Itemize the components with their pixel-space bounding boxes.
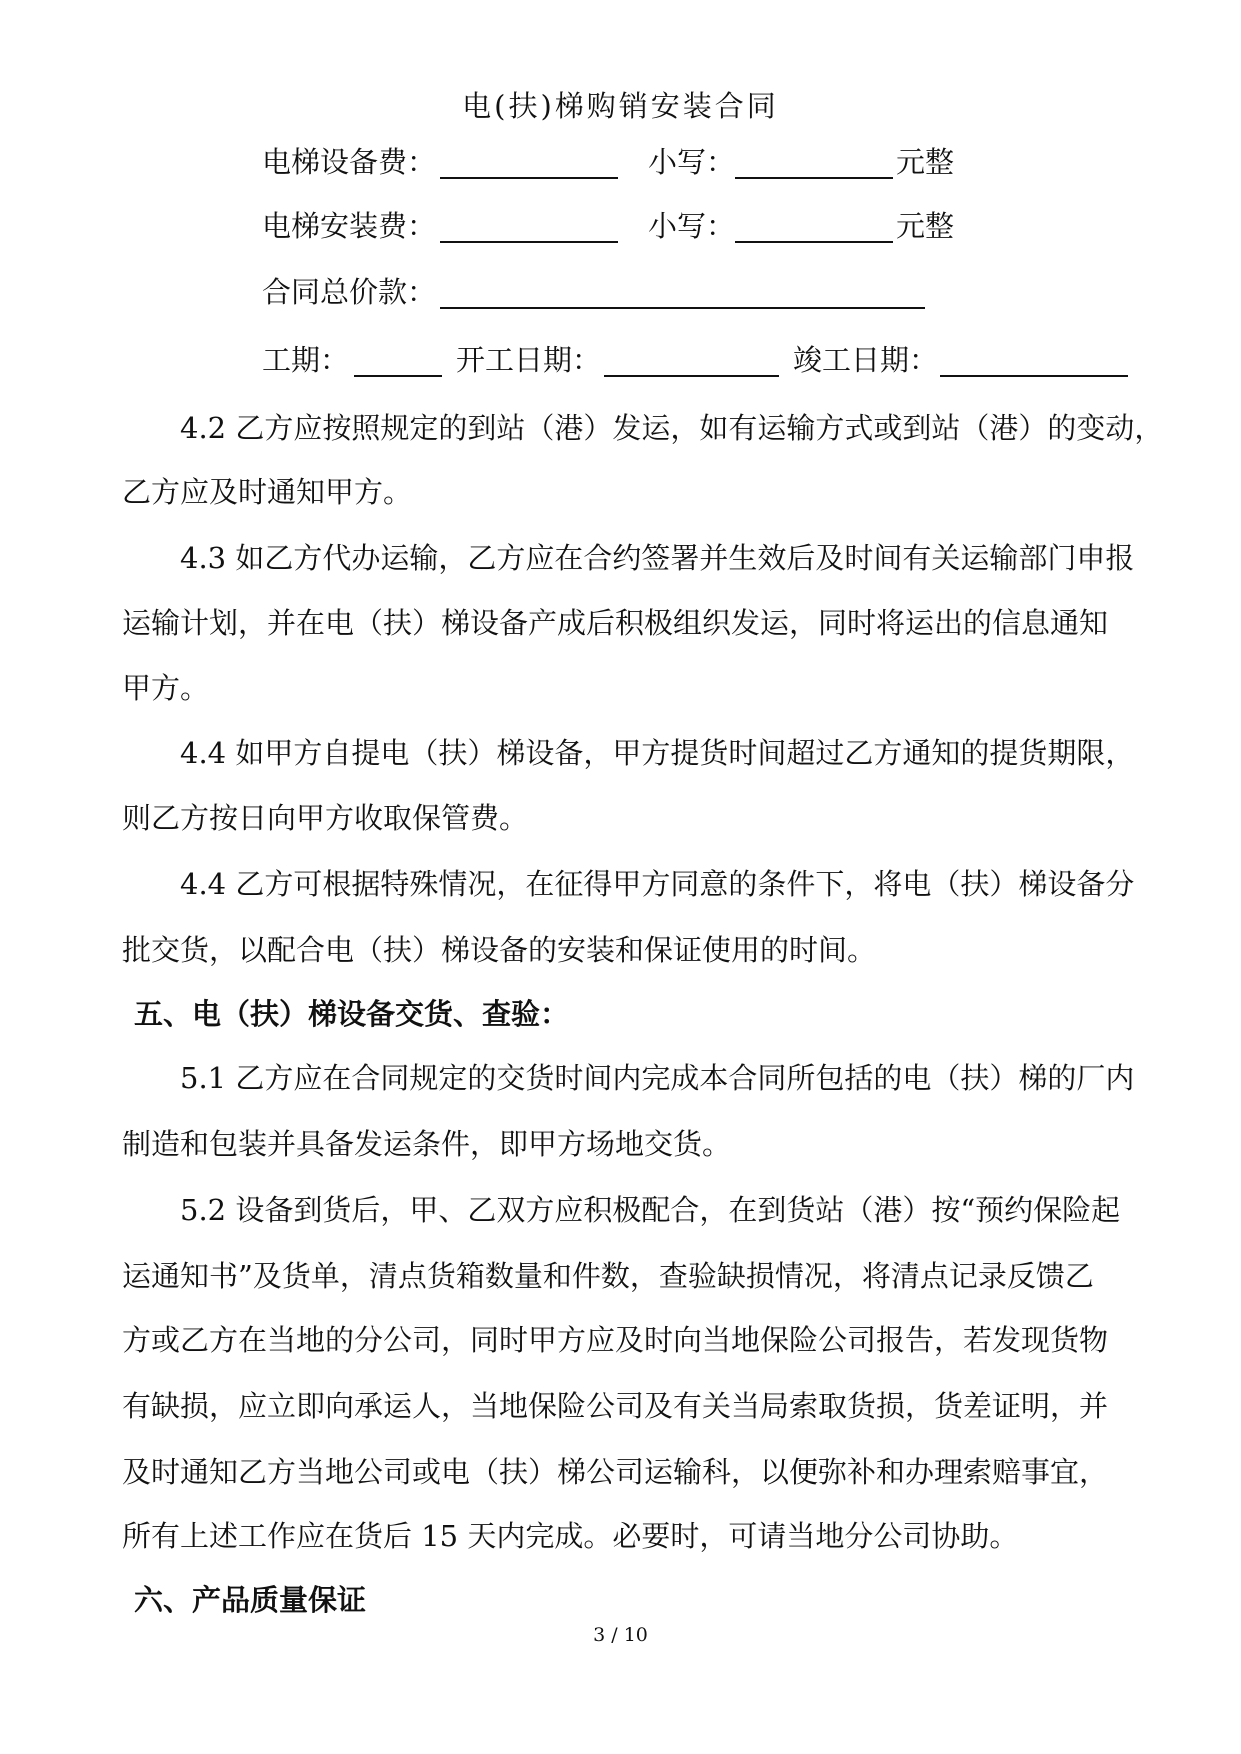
install-fee-lowercase-blank: [735, 241, 893, 243]
period-label: 工期：: [262, 343, 350, 377]
clause-5-2-line6: 所有上述工作应在货后 15 天内完成。必要时，可请当地分公司协助。: [122, 1519, 1019, 1553]
start-date-label: 开工日期：: [456, 343, 602, 377]
clause-4-4b-line2: 批交货，以配合电（扶）梯设备的安装和保证使用的时间。: [122, 933, 877, 967]
clause-5-2-line2: 运通知书”及货单，清点货箱数量和件数，查验缺损情况，将清点记录反馈乙: [122, 1259, 1094, 1293]
end-date-blank: [940, 375, 1128, 377]
start-date-blank: [604, 375, 779, 377]
total-price-blank: [440, 307, 925, 309]
clause-4-4b-line1: 4.4 乙方可根据特殊情况，在征得甲方同意的条件下，将电（扶）梯设备分: [180, 867, 1135, 901]
clause-4-4a-line2: 则乙方按日向甲方收取保管费。: [122, 801, 529, 835]
install-fee-lowercase-label: 小写：: [648, 209, 736, 243]
clause-4-3-line1: 4.3 如乙方代办运输，乙方应在合约签署并生效后及时间有关运输部门申报: [180, 541, 1135, 575]
clause-5-2-line1: 5.2 设备到货后，甲、乙双方应积极配合，在到货站（港）按“预约保险起: [180, 1193, 1121, 1227]
section-6-heading: 六、产品质量保证: [134, 1583, 367, 1617]
clause-5-2-line5: 及时通知乙方当地公司或电（扶）梯公司运输科，以便弥补和办理索赔事宜，: [122, 1455, 1109, 1489]
install-fee-blank: [440, 241, 618, 243]
clause-4-2-line1: 4.2 乙方应按照规定的到站（港）发运，如有运输方式或到站（港）的变动，: [180, 411, 1164, 445]
clause-4-3-line3: 甲方。: [122, 671, 210, 705]
clause-4-4a-line1: 4.4 如甲方自提电（扶）梯设备，甲方提货时间超过乙方通知的提货期限，: [180, 736, 1135, 770]
install-fee-label: 电梯安装费：: [262, 209, 437, 243]
period-blank: [354, 375, 442, 377]
document-title: 电(扶)梯购销安装合同: [462, 89, 779, 123]
clause-4-3-line2: 运输计划，并在电（扶）梯设备产成后积极组织发运，同时将运出的信息通知: [122, 606, 1109, 640]
end-date-label: 竣工日期：: [793, 343, 939, 377]
equipment-fee-yuan: 元整: [896, 145, 955, 179]
install-fee-yuan: 元整: [896, 209, 955, 243]
equipment-fee-lowercase-blank: [735, 177, 893, 179]
equipment-fee-blank: [440, 177, 618, 179]
clause-5-1-line2: 制造和包装并具备发运条件，即甲方场地交货。: [122, 1127, 732, 1161]
clause-5-2-line3: 方或乙方在当地的分公司，同时甲方应及时向当地保险公司报告，若发现货物: [122, 1323, 1109, 1357]
clause-5-2-line4: 有缺损，应立即向承运人，当地保险公司及有关当局索取货损，货差证明，并: [122, 1389, 1109, 1423]
clause-4-2-line2: 乙方应及时通知甲方。: [122, 475, 413, 509]
equipment-fee-label: 电梯设备费：: [262, 145, 437, 179]
equipment-fee-lowercase-label: 小写：: [648, 145, 736, 179]
page-number: 3 / 10: [593, 1624, 648, 1646]
total-price-label: 合同总价款：: [262, 275, 437, 309]
clause-5-1-line1: 5.1 乙方应在合同规定的交货时间内完成本合同所包括的电（扶）梯的厂内: [180, 1061, 1135, 1095]
section-5-heading: 五、电（扶）梯设备交货、查验：: [134, 997, 570, 1031]
